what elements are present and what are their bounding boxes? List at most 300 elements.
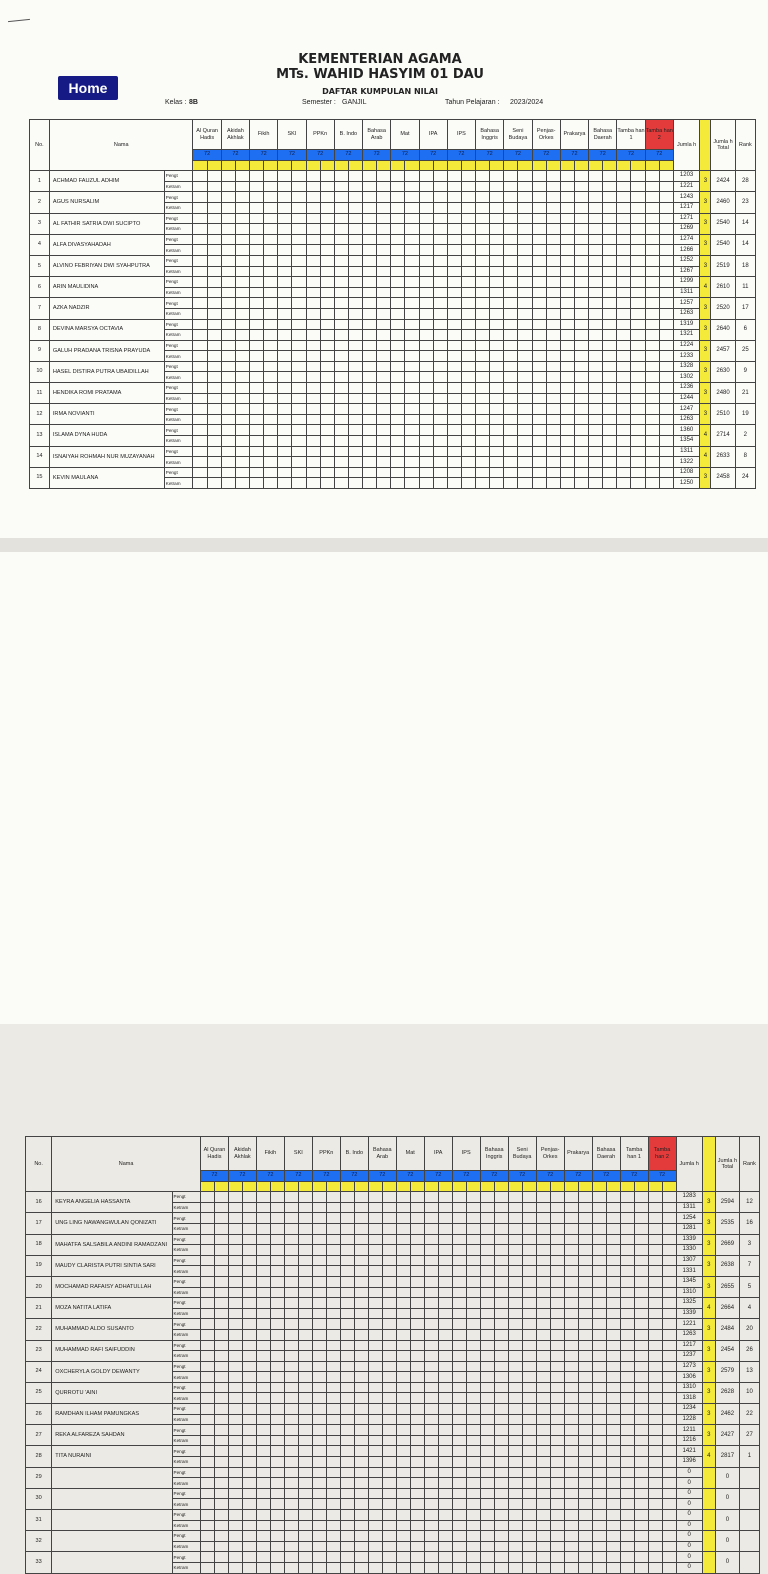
grade-cell	[228, 1457, 242, 1468]
grade-cell	[578, 1499, 592, 1510]
grade-cell	[298, 1308, 312, 1319]
rank-value: 17	[735, 298, 755, 319]
kkm-value: 72	[256, 1171, 284, 1182]
grade-cell	[438, 1351, 452, 1362]
grade-cell	[447, 457, 461, 468]
predicate-cell	[284, 1181, 298, 1192]
grade-cell	[382, 1414, 396, 1425]
student-number: 3	[30, 213, 50, 234]
grade-cell	[564, 1287, 578, 1298]
grade-cell	[447, 245, 461, 256]
predicate-cell	[278, 160, 292, 171]
grand-total: 2638	[715, 1255, 739, 1276]
grade-cell	[438, 1510, 452, 1521]
grade-cell	[447, 202, 461, 213]
kkm-value: 72	[620, 1171, 648, 1182]
grade-cell	[662, 1340, 676, 1351]
grade-cell	[466, 1351, 480, 1362]
grade-cell	[452, 1192, 466, 1203]
grade-cell	[391, 255, 405, 266]
grade-cell	[522, 1351, 536, 1362]
grade-cell	[348, 361, 362, 372]
grade-cell	[645, 181, 659, 192]
grade-cell	[648, 1393, 662, 1404]
grade-cell	[494, 1361, 508, 1372]
student-name: RAMDHAN ILHAM PAMUNGKAS	[52, 1404, 172, 1425]
grade-cell	[532, 425, 546, 436]
grade-cell	[214, 1467, 228, 1478]
grade-cell	[452, 1234, 466, 1245]
grade-cell	[494, 1531, 508, 1542]
home-button[interactable]: Home	[58, 76, 118, 100]
predicate-cell	[270, 1181, 284, 1192]
grade-cell	[606, 1552, 620, 1563]
grade-cell	[214, 1287, 228, 1298]
grade-cell	[480, 1202, 494, 1213]
rank-value: 21	[735, 383, 755, 404]
grade-cell	[634, 1467, 648, 1478]
grade-cell	[419, 245, 433, 256]
grade-cell	[242, 1192, 256, 1203]
pengetahuan-total: 1254	[676, 1213, 702, 1224]
grade-cell	[363, 287, 377, 298]
grade-cell	[592, 1552, 606, 1563]
grade-cell	[377, 467, 391, 478]
grade-cell	[452, 1499, 466, 1510]
grade-cell	[546, 171, 560, 182]
grade-cell	[606, 1245, 620, 1256]
student-row	[30, 298, 756, 309]
grade-cell	[193, 457, 207, 468]
grade-cell	[560, 319, 574, 330]
pengetahuan-label: Pengt	[164, 192, 193, 203]
ketrampilan-label: Ketram	[172, 1457, 200, 1468]
grade-cell	[419, 181, 433, 192]
grade-cell	[363, 224, 377, 235]
grade-cell	[452, 1361, 466, 1372]
grade-cell	[546, 298, 560, 309]
grade-cell	[560, 277, 574, 288]
grade-cell	[207, 298, 221, 309]
grade-cell	[620, 1245, 634, 1256]
grade-cell	[648, 1488, 662, 1499]
grade-cell	[522, 1488, 536, 1499]
grade-cell	[278, 467, 292, 478]
grade-cell	[326, 1435, 340, 1446]
grand-total: 2640	[711, 319, 735, 340]
grade-cell	[592, 1382, 606, 1393]
grade-cell	[228, 1308, 242, 1319]
grade-cell	[242, 1552, 256, 1563]
grade-cell	[264, 446, 278, 457]
grade-cell	[433, 234, 447, 245]
grade-cell	[522, 1192, 536, 1203]
grade-cell	[298, 1223, 312, 1234]
grade-cell	[235, 192, 249, 203]
grade-cell	[490, 361, 504, 372]
kkm-value: 72	[532, 150, 560, 161]
grade-cell	[326, 1329, 340, 1340]
grade-cell	[504, 213, 518, 224]
grade-cell	[560, 414, 574, 425]
grade-cell	[207, 255, 221, 266]
grade-cell	[207, 202, 221, 213]
grade-cell	[522, 1202, 536, 1213]
grade-cell	[250, 224, 264, 235]
grade-cell	[461, 287, 475, 298]
grade-cell	[306, 425, 320, 436]
rank-value: 2	[735, 425, 755, 446]
subject-header: Prakarya	[564, 1137, 592, 1171]
grade-cell	[620, 1541, 634, 1552]
grade-cell	[235, 436, 249, 447]
grade-cell	[560, 287, 574, 298]
grade-cell	[546, 372, 560, 383]
grade-cell	[200, 1414, 214, 1425]
grade-cell	[494, 1478, 508, 1489]
grade-cell	[438, 1520, 452, 1531]
student-name: KEVIN MAULANA	[49, 467, 164, 488]
grade-cell	[603, 234, 617, 245]
grade-cell	[410, 1499, 424, 1510]
grade-cell	[424, 1446, 438, 1457]
grade-cell	[504, 298, 518, 309]
grade-cell	[363, 192, 377, 203]
grade-cell	[256, 1404, 270, 1415]
grade-cell	[546, 467, 560, 478]
grade-cell	[306, 330, 320, 341]
grade-cell	[382, 1562, 396, 1573]
grade-cell	[228, 1361, 242, 1372]
grade-cell	[447, 319, 461, 330]
grade-cell	[264, 202, 278, 213]
grade-cell	[256, 1234, 270, 1245]
grade-cell	[508, 1276, 522, 1287]
grade-cell	[645, 340, 659, 351]
grade-cell	[326, 1255, 340, 1266]
grade-cell	[424, 1308, 438, 1319]
grade-cell	[264, 192, 278, 203]
grade-cell	[312, 1382, 326, 1393]
grade-cell	[574, 224, 588, 235]
grade-cell	[250, 478, 264, 489]
grade-cell	[631, 351, 645, 362]
grade-cell	[508, 1319, 522, 1330]
grade-cell	[634, 1287, 648, 1298]
ketrampilan-label: Ketram	[172, 1329, 200, 1340]
grade-cell	[340, 1404, 354, 1415]
grade-cell	[662, 1457, 676, 1468]
grade-cell	[340, 1520, 354, 1531]
grade-cell	[574, 340, 588, 351]
grade-cell	[564, 1361, 578, 1372]
grade-cell	[391, 319, 405, 330]
grade-cell	[504, 181, 518, 192]
grade-cell	[200, 1552, 214, 1563]
grade-cell	[320, 383, 334, 394]
grade-cell	[200, 1478, 214, 1489]
grade-cell	[284, 1404, 298, 1415]
ketrampilan-label: Ketram	[172, 1202, 200, 1213]
predicate-cell	[662, 1181, 676, 1192]
rank-value	[739, 1467, 759, 1488]
grade-cell	[419, 192, 433, 203]
grade-cell	[490, 457, 504, 468]
grade-cell	[264, 266, 278, 277]
pengetahuan-total: 1208	[673, 467, 700, 478]
grade-cell	[631, 213, 645, 224]
grade-cell	[476, 436, 490, 447]
student-row	[26, 1234, 760, 1245]
grade-cell	[242, 1234, 256, 1245]
grade-cell	[466, 1319, 480, 1330]
grade-cell	[235, 372, 249, 383]
grade-cell	[480, 1340, 494, 1351]
grade-cell	[363, 181, 377, 192]
grade-cell	[256, 1245, 270, 1256]
grade-cell	[550, 1382, 564, 1393]
grade-cell	[377, 255, 391, 266]
grade-cell	[536, 1287, 550, 1298]
grade-cell	[419, 171, 433, 182]
grade-cell	[256, 1276, 270, 1287]
grade-cell	[648, 1361, 662, 1372]
grade-cell	[546, 277, 560, 288]
grand-total: 2535	[715, 1213, 739, 1234]
grade-cell	[405, 478, 419, 489]
grade-cell	[461, 467, 475, 478]
grade-cell	[334, 277, 348, 288]
grade-cell	[532, 330, 546, 341]
grade-cell	[490, 372, 504, 383]
student-number: 7	[30, 298, 50, 319]
grade-cell	[278, 383, 292, 394]
grade-cell	[631, 467, 645, 478]
pengetahuan-label: Pengt	[164, 425, 193, 436]
grade-cell	[532, 266, 546, 277]
grade-cell	[264, 340, 278, 351]
grade-cell	[312, 1245, 326, 1256]
grade-cell	[536, 1457, 550, 1468]
grade-cell	[200, 1223, 214, 1234]
grade-cell	[207, 351, 221, 362]
grade-cell	[466, 1562, 480, 1573]
grade-cell	[645, 467, 659, 478]
grade-cell	[270, 1351, 284, 1362]
grade-cell	[574, 372, 588, 383]
grade-cell	[354, 1298, 368, 1309]
grade-cell	[606, 1372, 620, 1383]
grade-cell	[508, 1223, 522, 1234]
grade-cell	[270, 1531, 284, 1542]
ketrampilan-total: 1311	[673, 287, 700, 298]
grade-cell	[603, 425, 617, 436]
grade-cell	[536, 1435, 550, 1446]
grade-cell	[589, 414, 603, 425]
grade-cell	[578, 1234, 592, 1245]
grade-cell	[306, 181, 320, 192]
grade-cell	[508, 1478, 522, 1489]
grade-cell	[193, 171, 207, 182]
grade-cell	[518, 404, 532, 415]
grade-cell	[466, 1552, 480, 1563]
grade-cell	[522, 1245, 536, 1256]
grade-cell	[377, 277, 391, 288]
grade-cell	[550, 1425, 564, 1436]
grade-cell	[405, 467, 419, 478]
grade-cell	[589, 340, 603, 351]
grade-cell	[228, 1499, 242, 1510]
col-no-header: No.	[26, 1137, 52, 1192]
grade-cell	[522, 1382, 536, 1393]
grade-cell	[452, 1531, 466, 1542]
grade-cell	[433, 478, 447, 489]
grade-cell	[214, 1266, 228, 1277]
pengetahuan-label: Pengt	[164, 213, 193, 224]
grade-cell	[433, 351, 447, 362]
grade-cell	[284, 1382, 298, 1393]
grade-cell	[278, 446, 292, 457]
grade-cell	[452, 1276, 466, 1287]
grade-cell	[603, 255, 617, 266]
rank-value: 26	[739, 1340, 759, 1361]
grade-cell	[546, 414, 560, 425]
grade-cell	[340, 1510, 354, 1521]
grade-cell	[476, 202, 490, 213]
grade-cell	[504, 255, 518, 266]
header-row	[26, 1137, 760, 1171]
grade-cell	[312, 1234, 326, 1245]
grade-cell	[452, 1351, 466, 1362]
grade-cell	[264, 181, 278, 192]
grade-cell	[354, 1478, 368, 1489]
grade-cell	[200, 1499, 214, 1510]
grade-cell	[382, 1520, 396, 1531]
grade-cell	[466, 1298, 480, 1309]
student-name: HASEL DISTIRA PUTRA UBAIDILLAH	[49, 361, 164, 382]
grade-cell	[424, 1562, 438, 1573]
grade-cell	[405, 446, 419, 457]
grade-cell	[292, 171, 306, 182]
pengetahuan-label: Pengt	[164, 277, 193, 288]
pengetahuan-total: 1224	[673, 340, 700, 351]
student-row	[30, 255, 756, 266]
pengetahuan-label: Pengt	[172, 1446, 200, 1457]
grade-cell	[396, 1414, 410, 1425]
grade-cell	[256, 1435, 270, 1446]
grade-cell	[326, 1308, 340, 1319]
grade-cell	[320, 245, 334, 256]
grade-cell	[264, 245, 278, 256]
col-no-header: No.	[30, 120, 50, 171]
grade-table-page-2	[25, 1136, 760, 1574]
grade-cell	[564, 1425, 578, 1436]
grade-cell	[207, 192, 221, 203]
grade-cell	[603, 181, 617, 192]
grade-cell	[250, 192, 264, 203]
grade-cell	[284, 1266, 298, 1277]
grade-cell	[214, 1478, 228, 1489]
grade-cell	[648, 1287, 662, 1298]
grade-cell	[312, 1552, 326, 1563]
col-rank-header: Rank	[735, 120, 755, 171]
grade-cell	[578, 1457, 592, 1468]
grade-cell	[564, 1382, 578, 1393]
grade-cell	[606, 1329, 620, 1340]
grade-cell	[550, 1372, 564, 1383]
grade-cell	[578, 1213, 592, 1224]
grade-cell	[518, 266, 532, 277]
grade-cell	[536, 1192, 550, 1203]
grade-cell	[419, 425, 433, 436]
grade-cell	[461, 234, 475, 245]
student-number: 28	[26, 1446, 52, 1467]
grade-cell	[522, 1298, 536, 1309]
rank-value: 25	[735, 340, 755, 361]
grade-cell	[207, 266, 221, 277]
grade-cell	[270, 1393, 284, 1404]
grade-cell	[278, 266, 292, 277]
grade-cell	[284, 1435, 298, 1446]
grade-cell	[466, 1499, 480, 1510]
student-number: 16	[26, 1192, 52, 1213]
grade-cell	[354, 1287, 368, 1298]
grade-cell	[405, 414, 419, 425]
grade-cell	[433, 287, 447, 298]
grade-cell	[634, 1276, 648, 1287]
grade-cell	[592, 1531, 606, 1542]
grade-cell	[354, 1329, 368, 1340]
grade-cell	[490, 478, 504, 489]
grade-cell	[334, 436, 348, 447]
grade-cell	[348, 436, 362, 447]
grade-cell	[536, 1520, 550, 1531]
grade-cell	[419, 404, 433, 415]
pengetahuan-label: Pengt	[172, 1192, 200, 1203]
grade-cell	[382, 1255, 396, 1266]
student-row	[30, 213, 756, 224]
kkm-value: 72	[363, 150, 391, 161]
grade-cell	[490, 266, 504, 277]
grade-cell	[433, 372, 447, 383]
grade-cell	[242, 1520, 256, 1531]
grade-cell	[504, 308, 518, 319]
grade-cell	[348, 330, 362, 341]
page-sheet-2	[0, 552, 768, 1571]
grade-cell	[382, 1372, 396, 1383]
grade-cell	[490, 287, 504, 298]
grade-cell	[433, 436, 447, 447]
grade-cell	[508, 1382, 522, 1393]
grade-cell	[574, 330, 588, 341]
grade-cell	[536, 1499, 550, 1510]
grade-cell	[603, 287, 617, 298]
grade-cell	[235, 234, 249, 245]
grade-cell	[200, 1287, 214, 1298]
predicate-cell	[648, 1181, 662, 1192]
pengetahuan-total: 1360	[673, 425, 700, 436]
grade-cell	[480, 1457, 494, 1468]
grade-cell	[193, 351, 207, 362]
grade-cell	[560, 436, 574, 447]
grade-cell	[447, 277, 461, 288]
predicate-cell	[433, 160, 447, 171]
col-rank-header: Rank	[739, 1137, 759, 1192]
grade-cell	[250, 202, 264, 213]
grade-cell	[447, 266, 461, 277]
grade-cell	[659, 361, 673, 372]
subject-count: 4	[702, 1446, 715, 1467]
